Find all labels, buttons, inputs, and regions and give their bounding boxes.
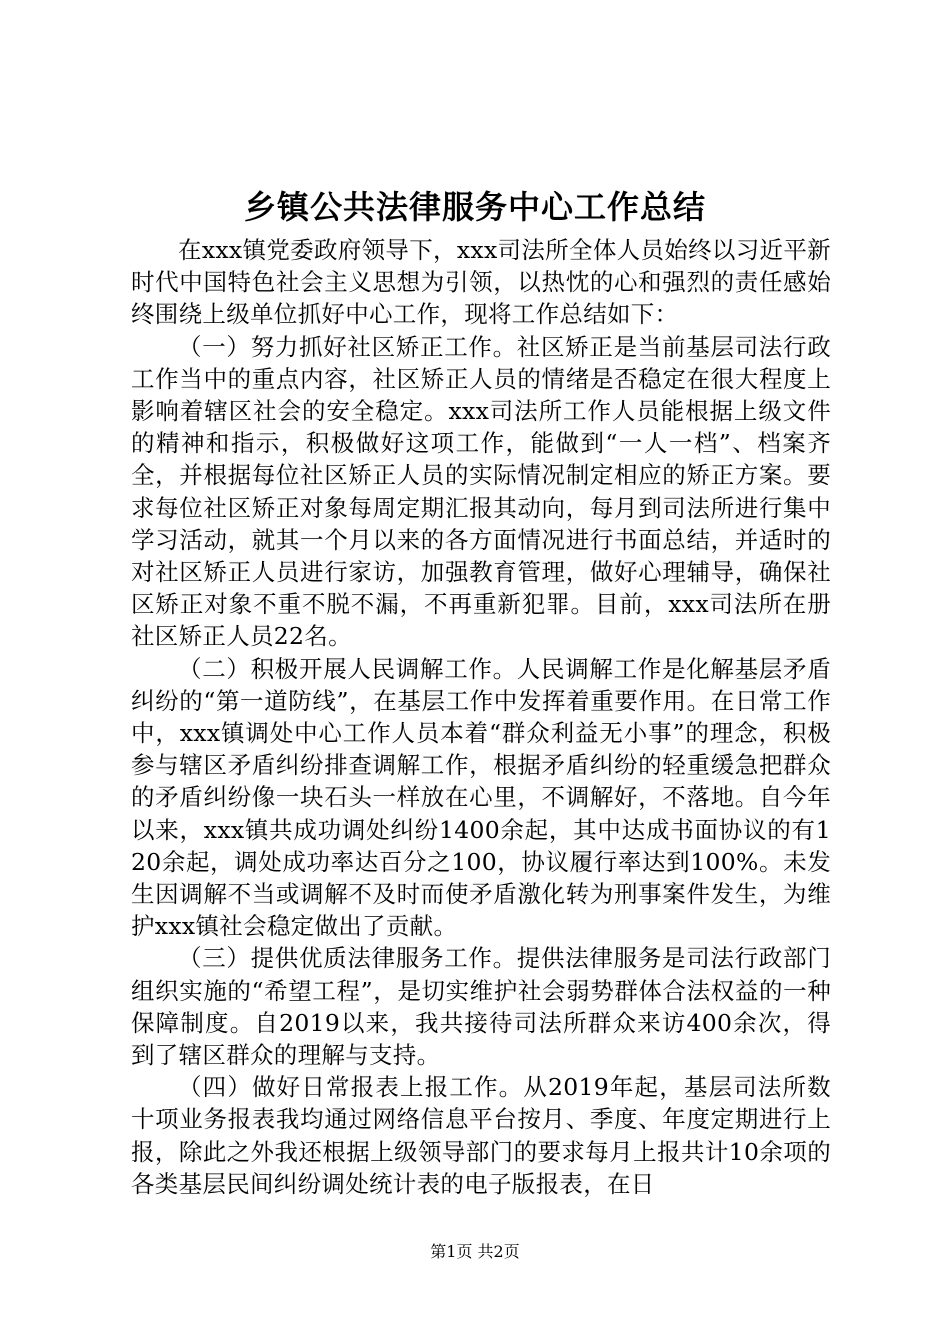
- section-2-paragraph: （二）积极开展人民调解工作。人民调解工作是化解基层矛盾纠纷的“第一道防线”，在基层工作中发挥着重要作用。在日常工作中，xxx镇调处中心工作人员本着“群众利益无小事”的理念，积极参与辖区矛盾纠纷排查调解工作，根据矛盾纠纷的轻重缓急把群众的矛盾纠纷像一块石头一样放在心里，不调解好，不落地。自今年以来，xxx镇共成功调处纠纷1400余起，其中达成书面协议的有120余起，调处成功率达百分之100，协议履行率达到100%。未发生因调解不当或调解不及时而使矛盾激化转为刑事案件发生，为维护xxx镇社会稳定做出了贡献。: [131, 654, 831, 941]
- intro-paragraph: 在xxx镇党委政府领导下，xxx司法所全体人员始终以习近平新时代中国特色社会主义思想为引领，以热忱的心和强烈的责任感始终围绕上级单位抓好中心工作，现将工作总结如下：: [131, 236, 831, 329]
- document-body: [131, 234, 831, 1200]
- document-title: 乡镇公共法律服务中心工作总结: [243, 188, 706, 226]
- section-3-paragraph: （三）提供优质法律服务工作。提供法律服务是司法行政部门组织实施的“希望工程”，是切实维护社会弱势群体合法权益的一种保障制度。自2019以来，我共接待司法所群众来访400余次，得到了辖区群众的理解与支持。: [131, 944, 831, 1070]
- page-number-footer: 第1页 共2页: [430, 1242, 520, 1261]
- section-1-paragraph: （一）努力抓好社区矫正工作。社区矫正是当前基层司法行政工作当中的重点内容，社区矫正人员的情绪是否稳定在很大程度上影响着辖区社会的安全稳定。xxx司法所工作人员能根据上级文件的精神和指示，积极做好这项工作，能做到“一人一档”、档案齐全，并根据每位社区矫正人员的实际情况制定相应的矫正方案。要求每位社区矫正对象每周定期汇报其动向，每月到司法所进行集中学习活动，就其一个月以来的各方面情况进行书面总结，并适时的对社区矫正人员进行家访，加强教育管理，做好心理辅导，确保社区矫正对象不重不脱不漏，不再重新犯罪。目前，xxx司法所在册社区矫正人员22名。: [131, 332, 831, 651]
- section-4-paragraph: （四）做好日常报表上报工作。从2019年起，基层司法所数十项业务报表我均通过网络信息平台按月、季度、年度定期进行上报，除此之外我还根据上级领导部门的要求每月上报共计10余项的各类基层民间纠纷调处统计表的电子版报表，在日: [131, 1073, 831, 1198]
